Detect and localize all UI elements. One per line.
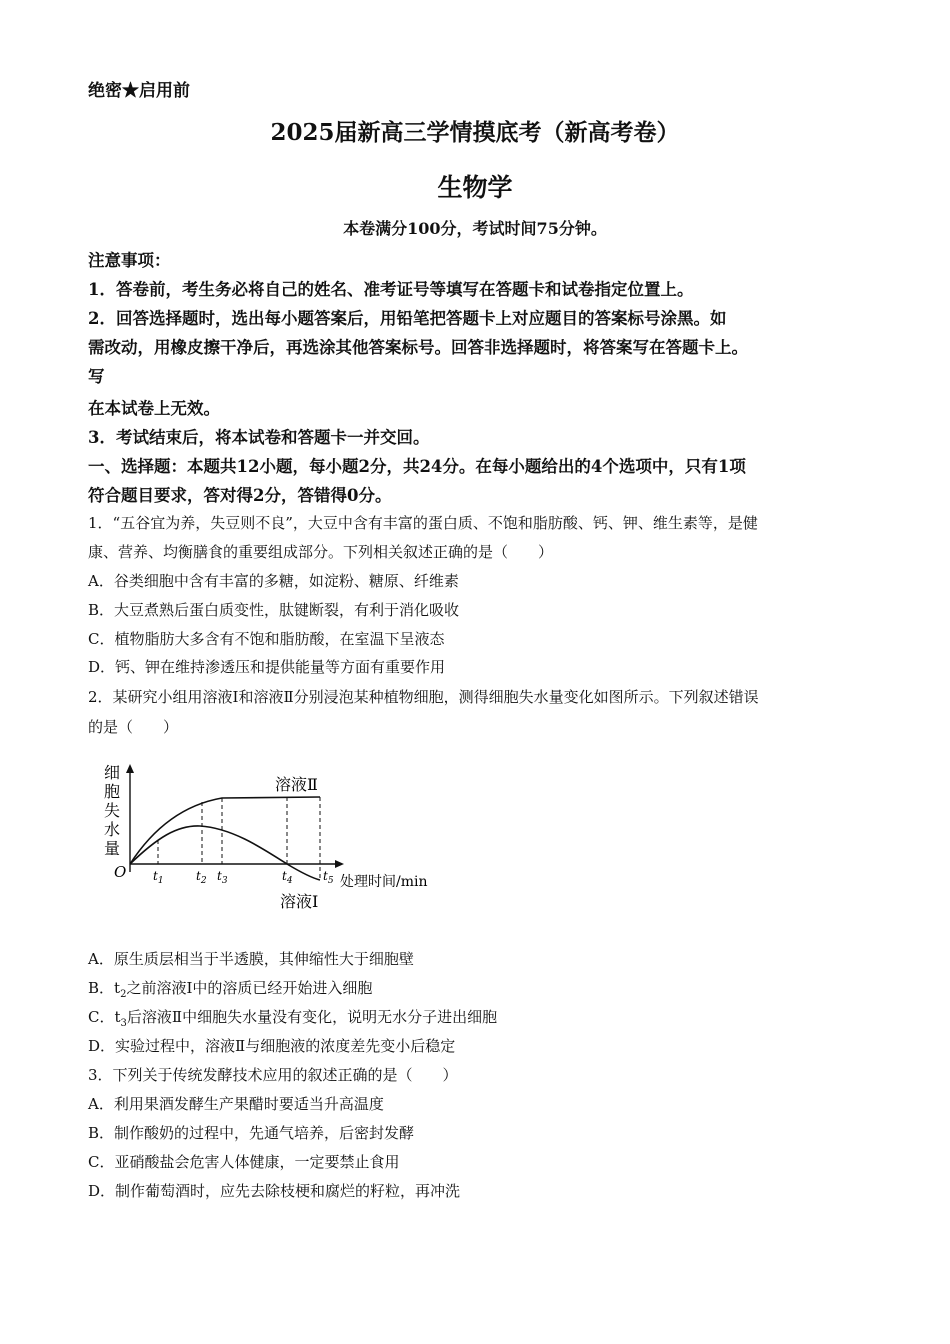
tick-t2: $t_2$	[196, 869, 207, 886]
graph-ylabel-char: 失	[104, 801, 121, 820]
graph-ylabel	[104, 763, 120, 858]
notice-line-2a: 2．回答选择题时，选出每小题答案后，用铅笔把答题卡上对应题目的答案标号涂黑。如	[88, 309, 727, 328]
tick-t1: $t_1$	[153, 869, 164, 886]
water-loss-graph	[92, 760, 452, 920]
q2-option-d: D．实验过程中，溶液Ⅱ与细胞液的浓度差先变小后稳定	[88, 1037, 456, 1055]
q3-option-c: C．亚硝酸盐会危害人体健康，一定要禁止食用	[88, 1153, 400, 1171]
notice-line-3: 3．考试结束后，将本试卷和答题卡一并交回。	[88, 428, 430, 447]
q1-option-c: C．植物脂肪大多含有不饱和脂肪酸，在室温下呈液态	[88, 630, 445, 648]
q1-option-b: B．大豆煮熟后蛋白质变性，肽键断裂，有利于消化吸收	[88, 601, 460, 619]
label-solution-1: 溶液Ⅰ	[280, 892, 319, 911]
curve-solution-1	[130, 826, 320, 880]
graph-origin: O	[114, 863, 127, 881]
q2-option-c	[88, 1006, 497, 1029]
full-mark-info: 本卷满分100分，考试时间75分钟。	[343, 219, 607, 238]
q3-option-a: A．利用果酒发酵生产果醋时要适当升高温度	[88, 1095, 384, 1113]
subject-title: 生物学	[437, 173, 513, 202]
graph-x-arrow	[335, 860, 344, 868]
q2-option-b-sub: 2	[120, 989, 127, 1000]
graph-ylabel-char: 量	[104, 839, 121, 858]
graph-ylabel-char: 水	[104, 820, 121, 839]
tick-t3: $t_3$	[217, 869, 228, 886]
q2-stem-1: 2．某研究小组用溶液Ⅰ和溶液Ⅱ分别浸泡某种植物细胞，测得细胞失水量变化如图所示。下列叙述错误	[88, 688, 759, 706]
label-solution-2: 溶液Ⅱ	[275, 775, 318, 794]
q3-option-d: D．制作葡萄酒时，应先去除枝梗和腐烂的籽粒，再冲洗	[88, 1182, 461, 1200]
q2-option-b-text: 之前溶液Ⅰ中的溶质已经开始进入细胞	[126, 979, 373, 997]
notice-line-2d: 在本试卷上无效。	[88, 399, 220, 418]
q1-stem-1: 1．“五谷宜为养，失豆则不良”，大豆中含有丰富的蛋白质、不饱和脂肪酸、钙、钾、维生素等，是健	[88, 514, 758, 532]
section1-line-2: 符合题目要求，答对得2分，答错得0分。	[88, 486, 392, 505]
graph-ylabel-char: 胞	[104, 782, 121, 801]
q1-option-a: A．谷类细胞中含有丰富的多糖，如淀粉、糖原、纤维素	[88, 572, 459, 590]
tick-t5: $t_5$	[323, 869, 334, 886]
q2-option-c-sub: 3	[120, 1018, 127, 1029]
graph-ylabel-char: 细	[104, 763, 121, 782]
q1-option-d: D．钙、钾在维持渗透压和提供能量等方面有重要作用	[88, 658, 446, 676]
q1-stem-2: 康、营养、均衡膳食的重要组成部分。下列相关叙述正确的是（ ）	[88, 543, 554, 561]
q2-option-b	[88, 977, 372, 1000]
notice-line-2c: 写	[88, 367, 105, 386]
notice-line-1: 1．答卷前，考生务必将自己的姓名、准考证号等填写在答题卡和试卷指定位置上。	[88, 280, 694, 299]
q2-option-c-prefix: C．t	[88, 1008, 121, 1026]
notice-line-2b: 需改动，用橡皮擦干净后，再选涂其他答案标号。回答非选择题时，将答案写在答题卡上。	[88, 338, 748, 357]
notice-heading: 注意事项：	[88, 251, 171, 270]
q2-option-b-prefix: B．t	[88, 979, 121, 997]
q2-option-a: A．原生质层相当于半透膜，其伸缩性大于细胞壁	[88, 950, 414, 968]
section1-line-1: 一、选择题：本题共12小题，每小题2分，共24分。在每小题给出的4个选项中，只有1项	[88, 457, 746, 476]
q3-option-b: B．制作酸奶的过程中，先通气培养，后密封发酵	[88, 1124, 415, 1142]
secret-mark: 绝密★启用前	[88, 81, 190, 101]
tick-t4: $t_4$	[282, 869, 293, 886]
q3-stem: 3．下列关于传统发酵技术应用的叙述正确的是（ ）	[88, 1066, 458, 1084]
q2-stem-2: 的是（ ）	[88, 718, 179, 736]
q2-option-c-text: 后溶液Ⅱ中细胞失水量没有变化，说明无水分子进出细胞	[126, 1008, 498, 1026]
exam-title: 2025届新高三学情摸底考（新高考卷）	[270, 119, 680, 146]
graph-xlabel: 处理时间/min	[340, 874, 428, 890]
graph-y-arrow	[126, 764, 134, 773]
